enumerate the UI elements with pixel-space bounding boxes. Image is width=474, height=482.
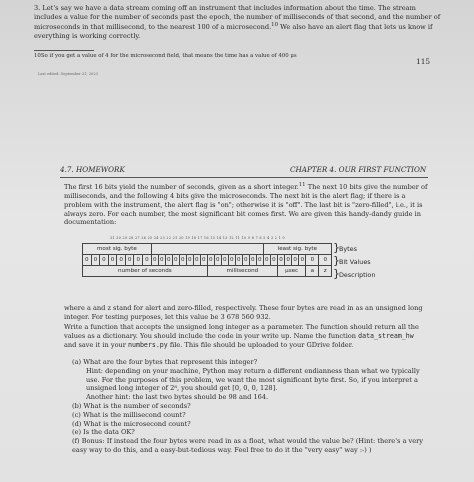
bit-diagram-table <box>82 243 332 277</box>
question-text: What is the microsecond count? <box>83 419 191 428</box>
intro-text-a: The first 16 bits yield the number of seconds, given as a short integer. <box>64 183 299 192</box>
bit-cell: 0 <box>207 255 214 266</box>
question-text: What is the millisecond count? <box>82 410 186 419</box>
bit-values-row <box>83 255 332 266</box>
item-text: Let's say we have a data stream coming off an instrument that includes information about the time. The stream includes a value for the number of seconds past the epoch, the number of milliseconds of that second, and the number of microseconds in that millisecond, to the nearest 100 of a microsecond. <box>34 4 441 31</box>
label-description: Description <box>339 271 376 279</box>
bit-cell: 0 <box>249 255 256 266</box>
question-text: What are the four bytes that represent this integer? <box>83 358 258 366</box>
item-text-2: We also have an alert flag that lets us know if everything is working correctly. <box>34 22 433 40</box>
question-list <box>72 358 424 455</box>
bit-cell: 0 <box>165 255 172 266</box>
bit-cell: 0 <box>306 255 319 266</box>
header-rule <box>60 177 428 178</box>
bit-cell: 0 <box>100 255 109 266</box>
body-paragraph-2 <box>64 323 428 349</box>
item-number: 3. <box>34 4 41 12</box>
byte-row <box>83 244 332 255</box>
question-d <box>72 420 424 429</box>
bit-cell: 0 <box>158 255 165 266</box>
page-number: 115 <box>416 57 431 66</box>
label-bit-values: Bit Values <box>339 258 371 266</box>
bit-cell: 0 <box>319 255 332 266</box>
bit-cell: 0 <box>193 255 200 266</box>
p2-text-c: file. This file should be uploaded to your GDrive folder. <box>169 340 354 349</box>
brace-description: } <box>333 267 340 280</box>
bit-cell: 0 <box>228 255 235 266</box>
bit-cell: 0 <box>263 255 270 266</box>
bit-cell: 0 <box>299 255 306 266</box>
bit-cell: 0 <box>172 255 179 266</box>
bit-cell: 0 <box>179 255 186 266</box>
bit-cell: 0 <box>91 255 100 266</box>
header-left: 4.7. HOMEWORK <box>60 165 125 174</box>
question-label: (f) <box>72 437 80 446</box>
least-sig-byte: least sig. byte <box>263 244 331 255</box>
bit-cell: 0 <box>256 255 263 266</box>
last-edited: Last edited: September 21, 2023 <box>38 72 98 76</box>
bit-cell: 0 <box>134 255 143 266</box>
footnote: 10So if you get a value of 4 for the microsecond field, that means the time has a value of 400 μs <box>34 53 297 59</box>
previous-item <box>34 4 444 40</box>
bit-cell: 0 <box>83 255 92 266</box>
brace-bytes: } <box>333 241 340 254</box>
bit-cell: 0 <box>108 255 117 266</box>
field-millisecond: millisecond <box>207 266 277 277</box>
hint-2 <box>72 393 424 402</box>
question-f <box>72 437 424 455</box>
footnote-rule <box>34 50 94 51</box>
most-sig-byte: most sig. byte <box>83 244 152 255</box>
bit-cell: 0 <box>200 255 207 266</box>
p2-text-a: Write a function that accepts the unsigned long integer as a parameter. The function should return all the values as a dictionary. You should include the code in your write up. Name the function <box>64 323 419 340</box>
bit-cell: 0 <box>292 255 299 266</box>
question-e <box>72 428 424 437</box>
question-text: What is the number of seconds? <box>83 401 191 410</box>
file-name: numbers.py <box>128 340 168 349</box>
middle-bytes <box>151 244 263 255</box>
bit-cell: 0 <box>277 255 284 266</box>
bit-cell: 0 <box>285 255 292 266</box>
bit-cell: 0 <box>235 255 242 266</box>
question-label: (b) <box>72 401 82 410</box>
bit-cell: 0 <box>117 255 126 266</box>
question-label: (c) <box>72 410 81 419</box>
bit-cell: 0 <box>270 255 277 266</box>
function-name: data_stream_hw <box>358 331 414 340</box>
field-seconds: number of seconds <box>83 266 208 277</box>
question-label: (a) <box>72 358 82 366</box>
question-text: Bonus: If instead the four bytes were read in as a float, what would the value be? (Hint: there's a very easy way to do this, and a easy-but-tedious way. Feel free to do it the "very easy" way :-) ) <box>72 437 424 454</box>
bit-cell: 0 <box>125 255 134 266</box>
intro-text-b: The next 10 bits give the number of milliseconds, and the following 4 bits give the microseconds. The next bit is the alert flag; if there is a problem with the instrument, the alert flag is "on"; otherwise it is "off". The last bit is "zero-filled", i.e., it is always zero. For each number, the most significant bit comes first. We are given this handy-dandy guide in documentation: <box>64 183 428 227</box>
question-b <box>72 402 424 411</box>
question-label: (e) <box>72 428 82 437</box>
bit-cell: 0 <box>151 255 158 266</box>
hint-text: Another hint: the last two bytes should be 98 and 164. <box>86 393 269 402</box>
bit-cell: 0 <box>221 255 228 266</box>
bit-cell: 0 <box>143 255 152 266</box>
bit-numbers: 31 30 29 28 27 26 25 24 23 22 21 20 19 18 17 16 15 14 13 12 11 10 9 8 7 6 5 4 3 2 1 0 <box>110 236 285 240</box>
intro-paragraph <box>64 182 428 227</box>
header-right: CHAPTER 4. OUR FIRST FUNCTION <box>290 165 427 174</box>
question-a <box>72 358 424 367</box>
body-paragraph-1: where a and z stand for alert and zero-filled, respectively. These four bytes are read in as an unsigned long integer. For testing purposes, let this value be 3 678 560 932. <box>64 304 423 321</box>
field-microsecond: μsec <box>277 266 305 277</box>
hint-text: Hint: depending on your machine, Python may return a different endianness than what we typically use. For the purposes of this problem, we want the most significant byte first. So, if you interpret a unsigned long integer of 2⁸, you should get [0, 0, 0, 128]. <box>86 366 420 393</box>
question-c <box>72 411 424 420</box>
footnote-marker: 10 <box>271 21 279 28</box>
bit-cell: 0 <box>214 255 221 266</box>
bit-cell: 0 <box>186 255 193 266</box>
fields-row <box>83 266 332 277</box>
footnote-marker-11: 11 <box>298 182 306 188</box>
brace-values: } <box>333 254 340 267</box>
question-text: Is the data OK? <box>83 428 135 437</box>
p2-text-b: and save it in your <box>64 340 126 349</box>
hint-1 <box>72 367 424 393</box>
field-zero: z <box>319 266 332 277</box>
bit-cell: 0 <box>242 255 249 266</box>
field-alert: a <box>306 266 319 277</box>
label-bytes: Bytes <box>339 245 357 253</box>
question-label: (d) <box>72 419 82 428</box>
